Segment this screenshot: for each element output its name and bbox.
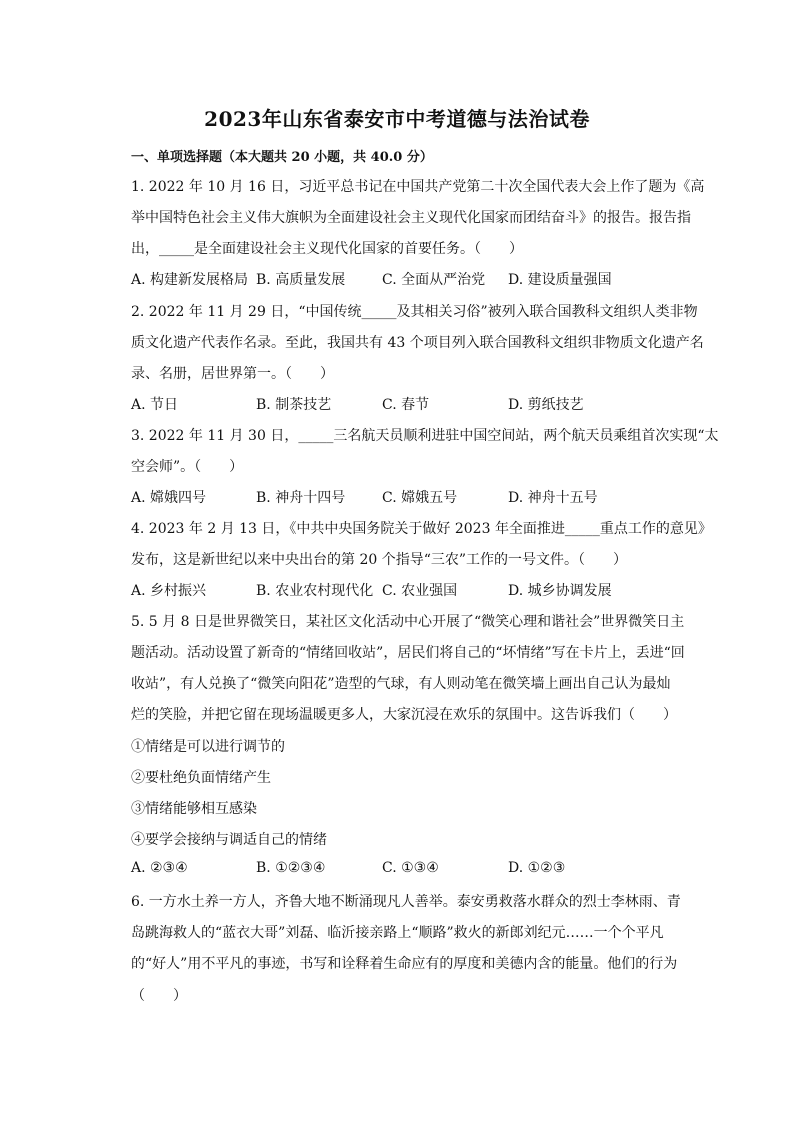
question-2-option-b: B. 制茶技艺: [256, 397, 332, 413]
question-1-line-2: 举中国特色社会主义伟大旗帜为全面建设社会主义现代化国家而团结奋斗》的报告。报告指: [131, 210, 691, 226]
question-4-line-1: 4. 2023 年 2 月 13 日，《中共中央国务院关于做好 2023 年全面推进_____重点工作的意见》: [131, 521, 712, 537]
question-5-line-2: 题活动。活动设置了新奇的“情绪回收站”，居民们将自己的“坏情绪”写在卡片上，丢进“回: [131, 645, 685, 661]
question-6-line-2: 岛跳海救人的“蓝衣大哥”刘磊、临沂接亲路上“顺路”救火的新郎刘纪元……一个个平凡: [131, 925, 664, 941]
question-4-option-a: A. 乡村振兴: [131, 583, 207, 599]
question-4-option-c: C. 农业强国: [382, 583, 458, 599]
question-1-option-c: C. 全面从严治党: [382, 272, 486, 288]
question-3-line-1: 3. 2022 年 11 月 30 日，_____三名航天员顺利进驻中国空间站，两个航天员乘组首次实现“太: [131, 428, 719, 444]
question-3-options: [131, 487, 671, 507]
question-2-line-2: 质文化遗产代表作名录。至此，我国共有 43 个项目列入联合国教科文组织非物质文化遗产名: [131, 335, 704, 351]
question-5-statement-2: ②要杜绝负面情绪产生: [131, 770, 271, 786]
question-3-line-2: 空会师”。（ ）: [131, 459, 244, 475]
section-heading: 一、单项选择题（本大题共 20 小题，共 40.0 分）: [131, 150, 433, 165]
question-5-option-c: C. ①③④: [382, 860, 439, 876]
question-1-option-a: A. 构建新发展格局: [131, 272, 249, 288]
question-3-option-c: C. 嫦娥五号: [382, 490, 458, 506]
question-2-option-c: C. 春节: [382, 397, 430, 413]
question-3-option-b: B. 神舟十四号: [256, 490, 346, 506]
question-6-line-4: （ ）: [131, 988, 187, 1004]
question-1-option-d: D. 建设质量强国: [508, 272, 612, 288]
question-2-options: [131, 394, 671, 414]
question-4-option-b: B. 农业农村现代化: [256, 583, 374, 599]
question-1-line-3: 出，_____是全面建设社会主义现代化国家的首要任务。（ ）: [131, 241, 523, 257]
question-5-statement-4: ④要学会接纳与调适自己的情绪: [131, 832, 327, 848]
question-5-line-3: 收站”，有人兑换了“微笑向阳花”造型的气球，有人则动笔在微笑墙上画出自己认为最灿: [131, 676, 671, 692]
question-5-options: [131, 860, 671, 880]
question-3-option-a: A. 嫦娥四号: [131, 490, 207, 506]
question-6-line-1: 6. 一方水土养一方人，齐鲁大地不断涌现凡人善举。泰安勇救落水群众的烈士李林雨、青: [131, 894, 681, 910]
question-5-option-b: B. ①②③④: [256, 860, 326, 876]
question-1-line-1: 1. 2022 年 10 月 16 日，习近平总书记在中国共产党第二十次全国代表大会上作了题为《高: [131, 179, 705, 195]
question-4-line-2: 发布，这是新世纪以来中央出台的第 20 个指导“三农”工作的一号文件。（ ）: [131, 552, 628, 568]
question-5-line-4: 烂的笑脸，并把它留在现场温暖更多人，大家沉浸在欢乐的氛围中。这告诉我们（ ）: [131, 707, 677, 723]
question-2-option-d: D. 剪纸技艺: [508, 397, 584, 413]
page-title: 2023年山东省泰安市中考道德与法治试卷: [204, 107, 590, 131]
question-4-options: [131, 580, 671, 600]
question-5-statement-3: ③情绪能够相互感染: [131, 801, 257, 817]
question-5-statement-1: ①情绪是可以进行调节的: [131, 739, 285, 755]
question-3-option-d: D. 神舟十五号: [508, 490, 598, 506]
question-5-line-1: 5. 5 月 8 日是世界微笑日，某社区文化活动中心开展了“微笑心理和谐社会”世界微笑日主: [131, 614, 685, 630]
question-4-option-d: D. 城乡协调发展: [508, 583, 612, 599]
question-5-option-a: A. ②③④: [131, 860, 188, 876]
question-2-line-3: 录、名册，居世界第一。（ ）: [131, 366, 334, 382]
question-5-option-d: D. ①②③: [508, 860, 566, 876]
question-2-option-a: A. 节日: [131, 397, 179, 413]
question-2-line-1: 2. 2022 年 11 月 29 日，“中国传统_____及其相关习俗”被列入联合国教科文组织人类非物: [131, 304, 698, 320]
question-6-line-3: 的“好人”用不平凡的事迹，书写和诠释着生命应有的厚度和美德内含的能量。他们的行为: [131, 956, 678, 972]
question-1-option-b: B. 高质量发展: [256, 272, 346, 288]
question-1-options: [131, 269, 671, 289]
